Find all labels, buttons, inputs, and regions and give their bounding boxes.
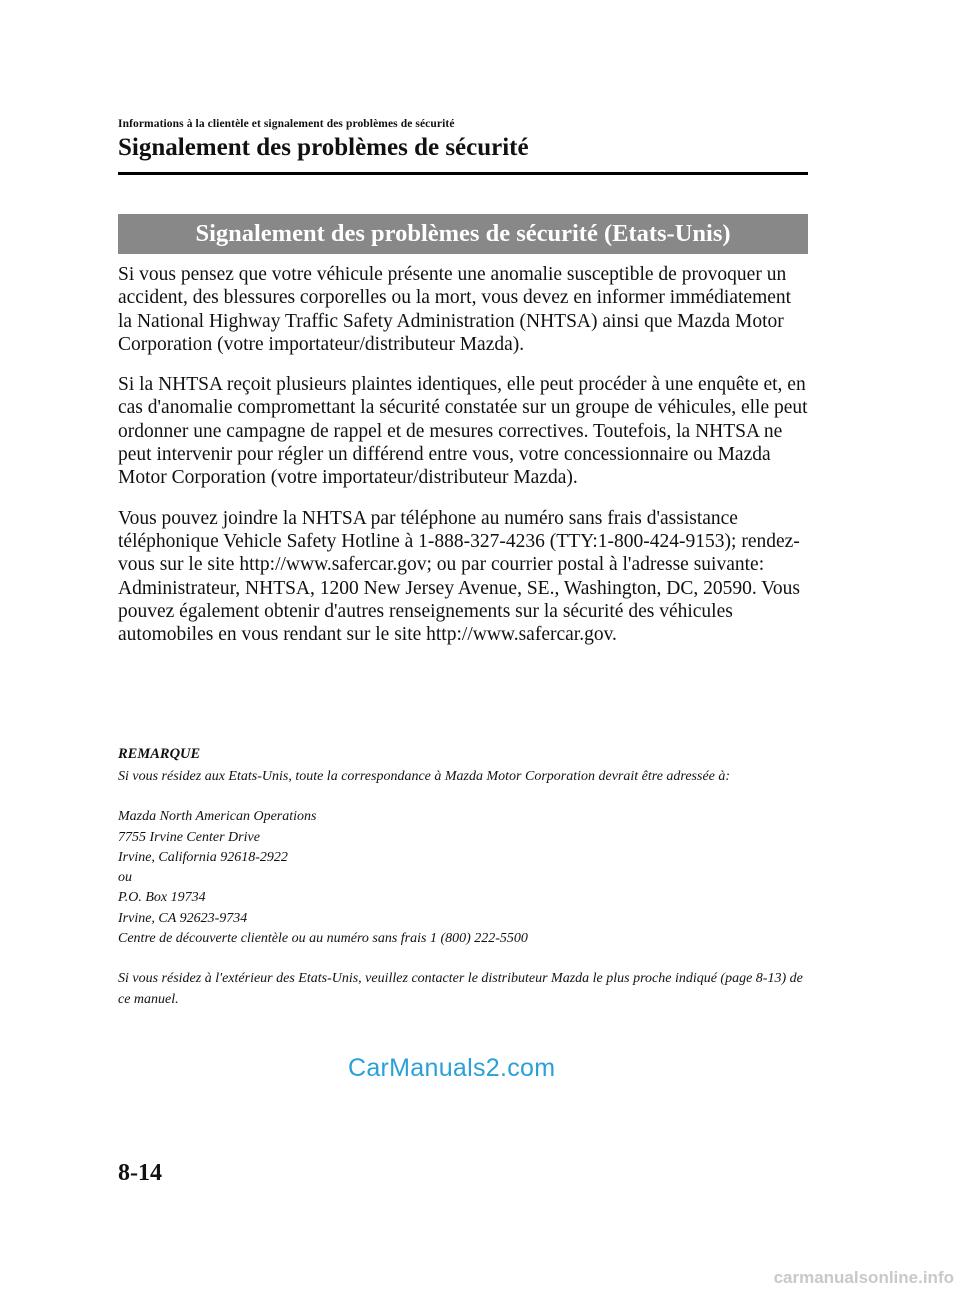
breadcrumb: Informations à la clientèle et signalement des problèmes de sécurité [118,118,455,130]
address-line: P.O. Box 19734 [118,890,206,906]
address-line: Irvine, CA 92623-9734 [118,910,248,926]
address-line: 7755 Irvine Center Drive [118,829,260,845]
section-body [118,263,808,663]
footer-watermark: carmanualsonline.info [773,1268,954,1287]
address-line: Irvine, California 92618-2922 [118,849,288,865]
note-address [118,807,808,949]
address-line: Centre de découverte clientèle ou au numéro sans frais 1 (800) 222-5500 [118,931,528,947]
address-line: Mazda North American Operations [118,809,317,825]
chapter-title: Signalement des problèmes de sécurité [118,134,529,161]
note-outro: Si vous résidez à l'extérieur des Etats-Unis, veuillez contacter le distributeur Mazda le plus proche indiqué (page 8-13) de ce manuel. [118,971,803,1007]
note-intro: Si vous résidez aux Etats-Unis, toute la correspondance à Mazda Motor Corporation devrait être adressée à: [118,769,731,784]
section-title-banner [118,214,808,254]
watermark-logo: CarManuals2.com [348,1054,556,1082]
page-number: 8-14 [118,1160,162,1186]
address-line: ou [118,870,132,886]
header-divider [118,172,808,175]
paragraph: Vous pouvez joindre la NHTSA par téléphone au numéro sans frais d'assistance téléphonique Vehicle Safety Hotline à 1-888-327-4236 (TTY:1-800-424-9153); rendez-vous sur le site http://www.safercar.gov; ou par courrier postal à l'adresse suivante: Administrateur, NHTSA, 1200 New Jersey Avenue, SE., Washington, DC, 20590. Vous pouvez également obtenir d'autres renseignements sur la sécurité des véhicules automobiles en vous rendant sur le site http://www.safercar.gov. [118,507,800,646]
paragraph: Si vous pensez que votre véhicule présente une anomalie susceptible de provoquer un accident, des blessures corporelles ou la mort, vous devez en informer immédiatement la National Highway Traffic Safety Administration (NHTSA) ainsi que Mazda Motor Corporation (votre importateur/distributeur Mazda). [118,264,792,355]
section-title: Signalement des problèmes de sécurité (Etats-Unis) [195,220,731,247]
paragraph: Si la NHTSA reçoit plusieurs plaintes identiques, elle peut procéder à une enquête et, en cas d'anomalie compromettant la sécurité constatée sur un groupe de véhicules, elle peut ordonner une campagne de rappel et de mesures correctives. Toutefois, la NHTSA ne peut intervenir pour régler un différend entre vous, votre concessionnaire ou Mazda Motor Corporation (votre importateur/distributeur Mazda). [118,374,808,489]
note-body [118,767,808,1030]
note-heading: REMARQUE [118,746,201,762]
